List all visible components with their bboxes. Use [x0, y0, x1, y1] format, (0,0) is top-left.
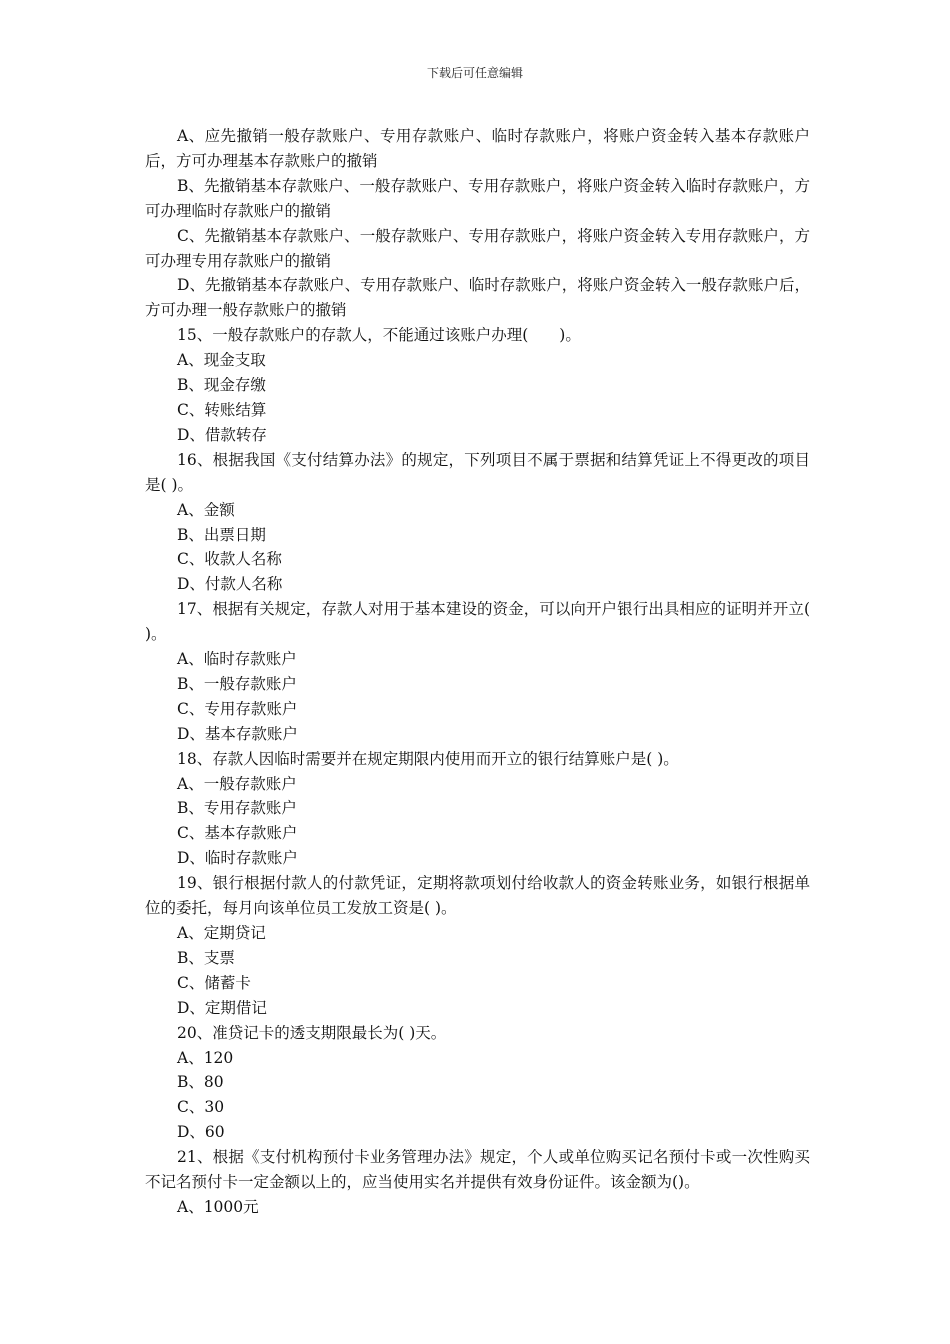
option-c-q17: C、专用存款账户: [177, 699, 298, 718]
option-a-q18: A、一般存款账户: [177, 774, 297, 793]
option-b-q17: B、一般存款账户: [177, 674, 297, 693]
option-d-q20: D、60: [177, 1123, 225, 1142]
option-d-q15: D、借款转存: [177, 425, 267, 444]
option-b-q18: B、专用存款账户: [177, 799, 297, 818]
option-a-q20: A、120: [177, 1048, 234, 1067]
question-18: 18、存款人因临时需要并在规定期限内使用而开立的银行结算账户是( )。: [177, 749, 679, 768]
option-d-q14: D、先撤销基本存款账户、专用存款账户、临时存款账户，将账户资金转入一般存款账户后，方可办理一般存款账户的撤销: [145, 276, 810, 320]
question-20: 20、准贷记卡的透支期限最长为( )天。: [177, 1023, 447, 1042]
document-body: [145, 124, 810, 1220]
option-c-q16: C、收款人名称: [177, 550, 282, 569]
option-b-q19: B、支票: [177, 948, 235, 967]
option-c-q19: C、储蓄卡: [177, 973, 251, 992]
question-16: 16、根据我国《支付结算办法》的规定，下列项目不属于票据和结算凭证上不得更改的项目是( )。: [145, 450, 810, 494]
option-c-q15: C、转账结算: [177, 400, 267, 419]
option-b-q16: B、出票日期: [177, 525, 266, 544]
option-d-q17: D、基本存款账户: [177, 724, 298, 743]
question-19: 19、银行根据付款人的付款凭证，定期将款项划付给收款人的资金转账业务，如银行根据单位的委托，每月向该单位员工发放工资是( )。: [145, 874, 810, 918]
option-a-q14: A、应先撤销一般存款账户、专用存款账户、临时存款账户，将账户资金转入基本存款账户后，方可办理基本存款账户的撤销: [145, 127, 810, 170]
option-b-q14: B、先撤销基本存款账户、一般存款账户、专用存款账户，将账户资金转入临时存款账户，方可办理临时存款账户的撤销: [145, 176, 810, 220]
page-header: 下载后可任意编辑: [426, 66, 523, 80]
option-d-q18: D、临时存款账户: [177, 849, 298, 868]
option-d-q16: D、付款人名称: [177, 575, 283, 594]
option-a-q17: A、临时存款账户: [177, 650, 297, 669]
question-17: 17、根据有关规定，存款人对用于基本建设的资金，可以向开户银行出具相应的证明并开立( )。: [145, 600, 810, 644]
question-15: 15、一般存款账户的存款人，不能通过该账户办理( )。: [177, 326, 581, 345]
option-d-q19: D、定期借记: [177, 998, 267, 1017]
option-c-q14: C、先撤销基本存款账户、一般存款账户、专用存款账户，将账户资金转入专用存款账户，方可办理专用存款账户的撤销: [145, 226, 810, 270]
option-a-q16: A、金额: [177, 500, 235, 519]
option-b-q15: B、现金存缴: [177, 376, 266, 395]
option-a-q21: A、1000元: [177, 1197, 259, 1216]
option-c-q18: C、基本存款账户: [177, 824, 298, 843]
option-a-q19: A、定期贷记: [177, 924, 266, 942]
option-a-q15: A、现金支取: [177, 351, 266, 370]
option-c-q20: C、30: [177, 1098, 225, 1117]
option-b-q20: B、80: [177, 1073, 224, 1092]
question-21: 21、根据《支付机构预付卡业务管理办法》规定，个人或单位购买记名预付卡或一次性购买不记名预付卡一定金额以上的，应当使用实名并提供有效身份证件。该金额为()。: [145, 1148, 810, 1192]
